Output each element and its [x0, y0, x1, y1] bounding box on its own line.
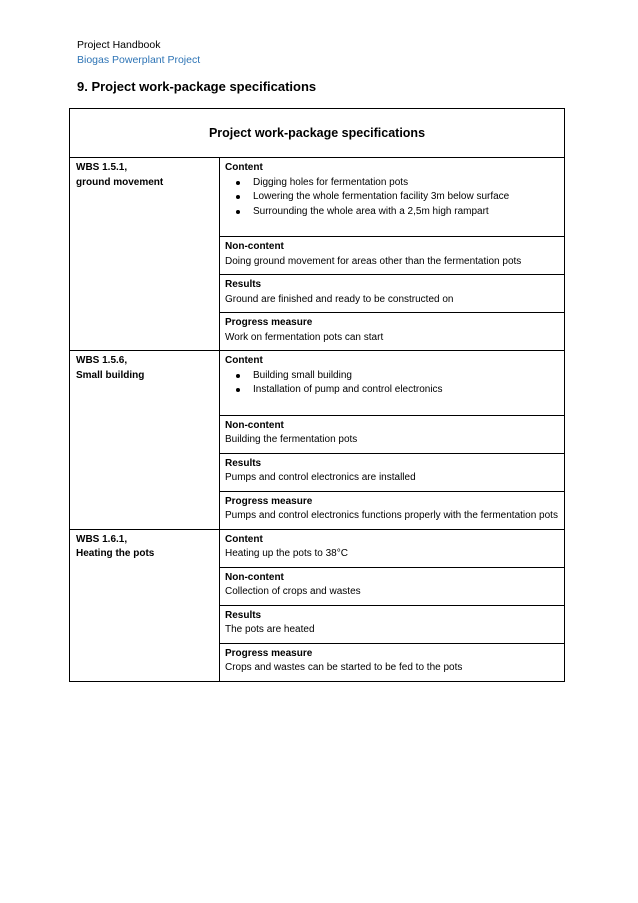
results-cell: [220, 605, 565, 643]
work-package-table: [69, 108, 565, 682]
progress-label: Progress measure: [225, 317, 313, 328]
non-content-cell: [220, 567, 565, 605]
content-text: Heating up the pots to 38°C: [225, 548, 348, 559]
list-item: Lowering the whole fermentation facility 3m below surface: [253, 190, 558, 205]
table-title: Project work-package specifications: [70, 109, 565, 158]
list-item: Installation of pump and control electronics: [253, 383, 558, 398]
progress-cell: [220, 643, 565, 681]
wbs-cell: [70, 529, 220, 681]
content-cell: [220, 351, 565, 416]
wbs-name: ground movement: [76, 176, 164, 188]
non-content-cell: [220, 237, 565, 275]
table-row: [70, 529, 565, 567]
content-cell: [220, 158, 565, 237]
wbs-name: Small building: [76, 369, 145, 381]
content-list: [225, 176, 558, 220]
non-content-text: Building the fermentation pots: [225, 434, 358, 445]
non-content-text: Collection of crops and wastes: [225, 586, 361, 597]
list-item: Surrounding the whole area with a 2,5m high rampart: [253, 205, 558, 220]
progress-label: Progress measure: [225, 495, 313, 507]
progress-text: Crops and wastes can be started to be fed to the pots: [225, 662, 463, 673]
wbs-id: WBS 1.5.6,: [76, 355, 128, 366]
table-title-row: [70, 109, 565, 158]
content-cell: [220, 529, 565, 567]
content-list: [225, 369, 558, 398]
table-row: [70, 158, 565, 237]
results-label: Results: [225, 609, 262, 621]
non-content-cell: [220, 415, 565, 453]
results-label: Results: [225, 457, 262, 469]
progress-label: Progress measure: [225, 647, 313, 659]
non-content-label: Non-content: [225, 241, 284, 252]
wbs-cell: [70, 158, 220, 351]
content-label: Content: [225, 162, 263, 173]
progress-cell: [220, 313, 565, 351]
results-cell: [220, 453, 565, 491]
progress-text: Pumps and control electronics functions properly with the fermentation pots: [225, 510, 558, 521]
results-text: Pumps and control electronics are installed: [225, 472, 416, 483]
header-subtitle: Biogas Powerplant Project: [77, 54, 201, 66]
non-content-label: Non-content: [225, 571, 284, 583]
results-label: Results: [225, 279, 262, 290]
wbs-cell: [70, 351, 220, 530]
list-item: Digging holes for fermentation pots: [253, 176, 558, 191]
results-text: The pots are heated: [225, 624, 315, 635]
wbs-id: WBS 1.6.1,: [76, 533, 128, 545]
section-title: 9. Project work-package specifications: [77, 79, 317, 94]
progress-text: Work on fermentation pots can start: [225, 331, 384, 343]
results-cell: [220, 275, 565, 313]
wbs-name: Heating the pots: [76, 548, 155, 559]
page-header: [77, 38, 200, 68]
non-content-label: Non-content: [225, 419, 284, 431]
progress-cell: [220, 491, 565, 529]
list-item: Building small building: [253, 369, 558, 384]
table-row: [70, 351, 565, 416]
content-label: Content: [225, 355, 263, 366]
wbs-id: WBS 1.5.1,: [76, 162, 128, 173]
content-label: Content: [225, 533, 263, 545]
non-content-text: Doing ground movement for areas other than the fermentation pots: [225, 255, 522, 267]
results-text: Ground are finished and ready to be constructed on: [225, 293, 454, 305]
header-title: Project Handbook: [77, 39, 161, 51]
